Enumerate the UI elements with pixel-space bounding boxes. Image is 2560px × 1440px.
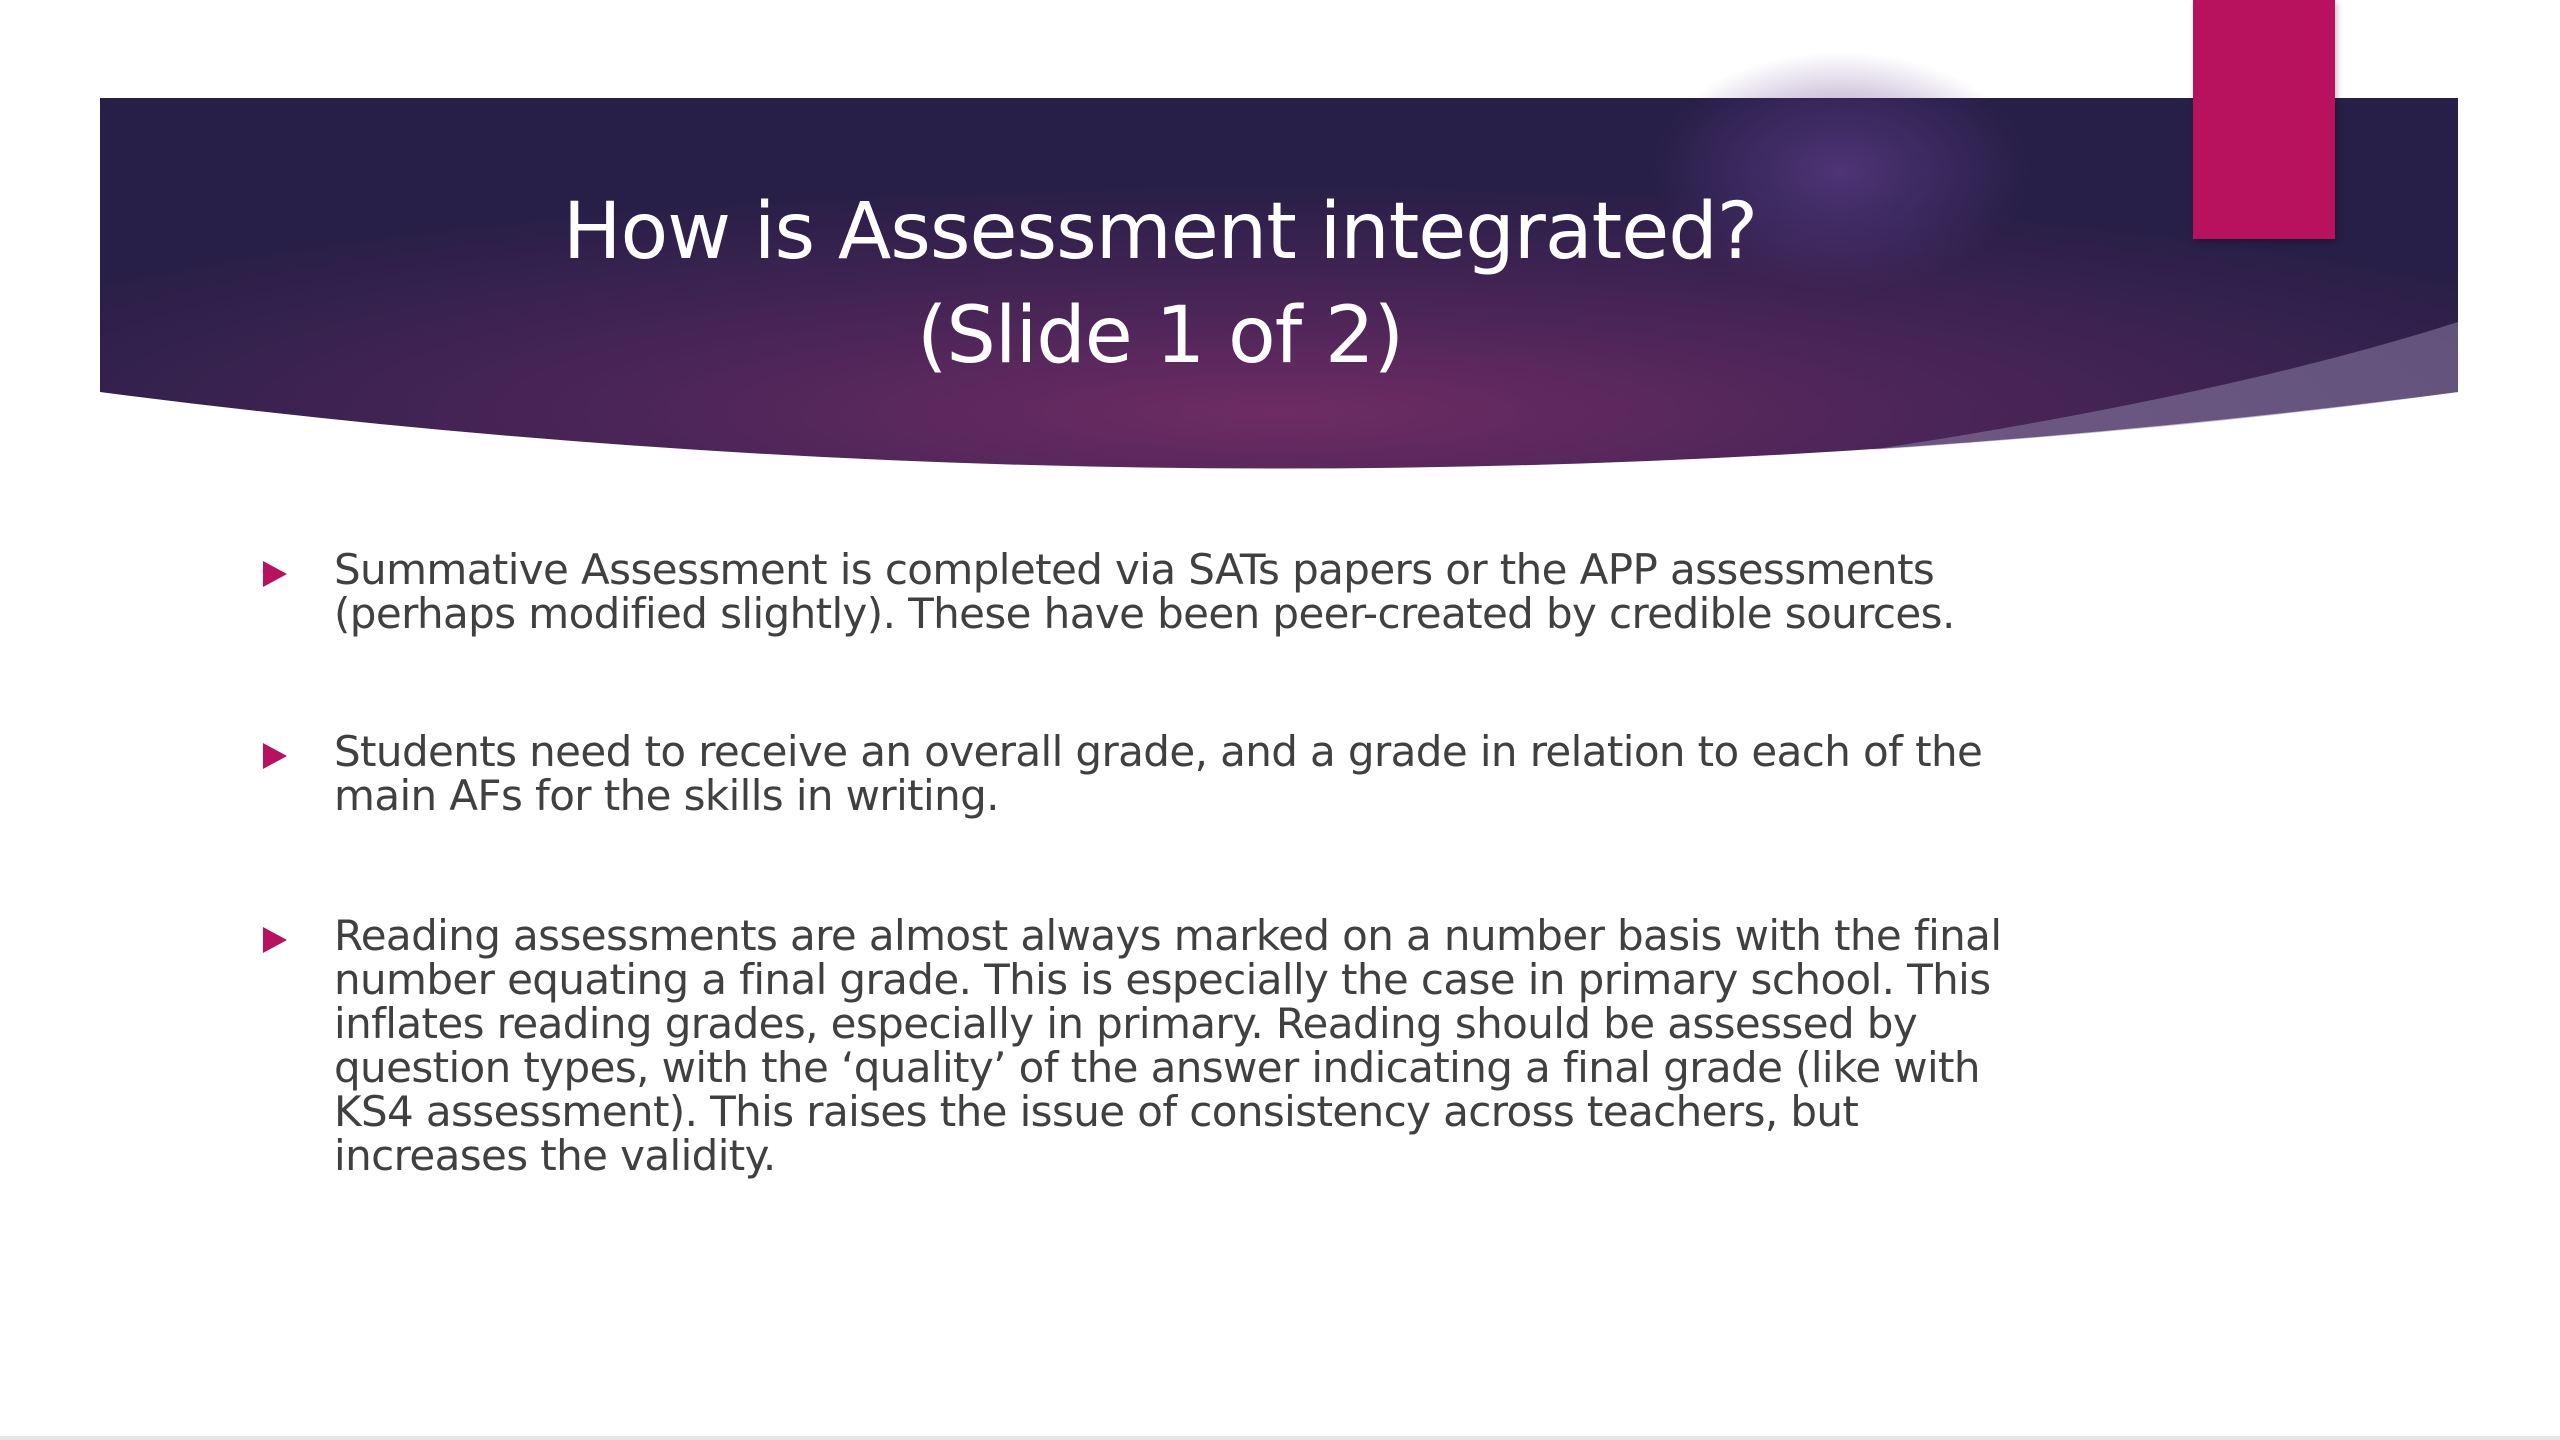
triangle-bullet-icon: [263, 743, 287, 769]
bullet-text: Students need to receive an overall grade, and a grade in relation to each of the main AFs for the skills in writing.: [334, 727, 1983, 820]
slide-title: [200, 180, 2120, 388]
bullet-text: Summative Assessment is completed via SATs papers or the APP assessments (perhaps modified slightly). These have been peer-created by credible sources.: [334, 545, 1955, 638]
triangle-bullet-icon: [263, 561, 287, 587]
accent-tab: [2193, 0, 2335, 239]
bullet-list: [260, 545, 2060, 1180]
triangle-bullet-icon: [263, 927, 287, 953]
bullet-item: [260, 911, 2060, 1180]
bottom-divider: [0, 1436, 2560, 1440]
bullet-item: [260, 727, 2060, 820]
title-line-2: (Slide 1 of 2): [916, 291, 1404, 382]
title-line-1: How is Assessment integrated?: [562, 187, 1758, 278]
bullet-text: Reading assessments are almost always marked on a number basis with the final number equating a final grade. This is especially the case in primary school. This inflates reading grades, especially in primary. Reading should be assessed by question types, with the ‘quality’ of the answer indicating a final grade (like with KS4 assessment). This raises the issue of consistency across teachers, but increases the validity.: [334, 911, 2002, 1180]
bullet-item: [260, 545, 2060, 638]
